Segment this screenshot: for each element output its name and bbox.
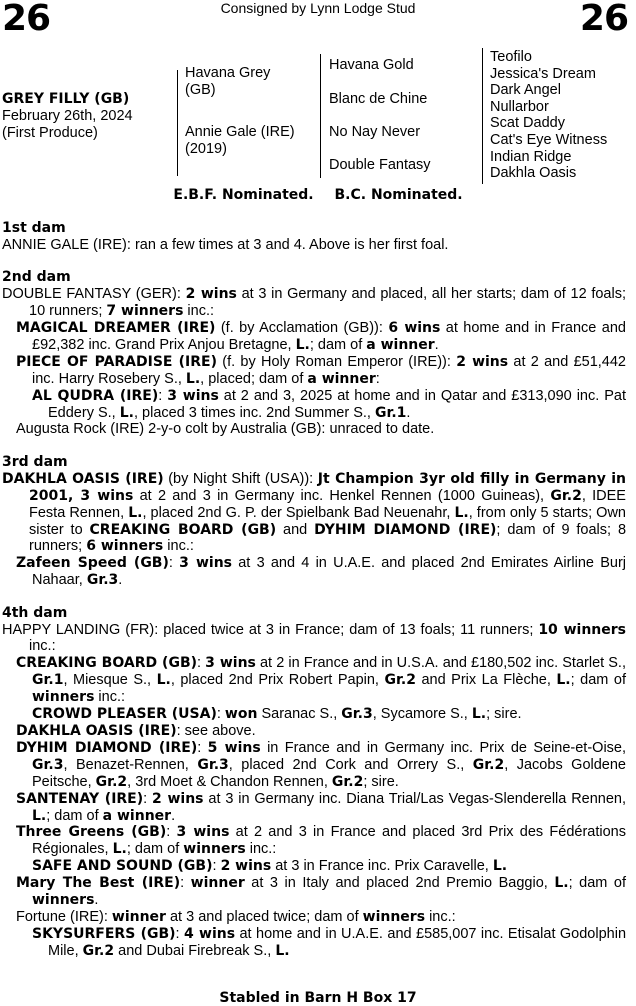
- produce-entry: CROWD PLEASER (USA): won Saranac S., Gr.3, Sycamore S., L.; sire.: [32, 706, 522, 723]
- produce-entry: DYHIM DIAMOND (IRE): 5 wins in France and in Germany inc. Prix de Seine-et-Oise, Gr.3, Benazet-Rennen, Gr.3, placed 2nd Cork and Orrery S., Gr.2, Jacobs Goldene Peitsche, Gr.2, 3rd Moet & Chandon Rennen, Gr.2; sire.: [16, 739, 627, 790]
- first-dam-heading: 1st dam: [2, 220, 66, 236]
- foaling-date: February 26th, 2024: [2, 108, 133, 124]
- first-dam-text: ANNIE GALE (IRE): ran a few times at 3 and 4. Above is her first foal.: [2, 236, 449, 253]
- second-dam-heading: 2nd dam: [2, 269, 71, 286]
- ancestor-1: Teofilo: [490, 49, 532, 65]
- produce-entry: Mary The Best (IRE): winner at 3 in Italy and placed 2nd Premio Baggio, L.; dam of winners.: [16, 875, 626, 909]
- produce-entry: DAKHLA OASIS (IRE): see above.: [16, 722, 256, 739]
- lot-number-right: 26: [579, 0, 628, 39]
- nominations: [0, 187, 636, 203]
- produce-entry: AL QUDRA (IRE): 3 wins at 2 and 3, 2025 at home and in Qatar and £313,090 inc. Pat Eddery S., L., placed 3 times inc. 2nd Summer S., Gr.1.: [32, 387, 626, 421]
- produce-entry: Fortune (IRE): winner at 3 and placed twice; dam of winners inc.:: [16, 908, 456, 925]
- fourth-dam-intro: HAPPY LANDING (FR): placed twice at 3 in France; dam of 13 foals; 11 runners; 10 winners inc.:: [2, 621, 626, 655]
- produce-entry: SAFE AND SOUND (GB): 2 wins at 3 in France inc. Prix Caravelle, L.: [32, 858, 508, 875]
- dam-year: (2019): [185, 141, 227, 157]
- consignor-line: Consigned by Lynn Lodge Stud: [220, 0, 416, 16]
- dam-dam: Double Fantasy: [329, 157, 431, 173]
- second-dam-intro: DOUBLE FANTASY (GER): 2 wins at 3 in Germany and placed, all her starts; dam of 12 foals; 10 runners; 7 winners inc.:: [2, 286, 626, 320]
- pedigree-bracket-3: [482, 48, 483, 184]
- produce-entry: CREAKING BOARD (GB): 3 wins at 2 in France and in U.S.A. and £180,502 inc. Starlet S., Gr.1, Miesque S., L., placed 2nd Prix Robert Papin, Gr.2 and Prix La Flèche, L.; dam of winners inc.:: [16, 655, 626, 706]
- produce-entry: Zafeen Speed (GB): 3 wins at 3 and 4 in U.A.E. and placed 2nd Emirates Airline Burj Nahaar, Gr.3.: [16, 555, 626, 589]
- ancestor-2: Jessica's Dream: [490, 66, 596, 82]
- sire-dam: Blanc de Chine: [329, 91, 428, 107]
- sire-sire: Havana Gold: [329, 57, 414, 73]
- ancestor-8: Dakhla Oasis: [490, 165, 577, 181]
- produce-entry: SANTENAY (IRE): 2 wins at 3 in Germany inc. Diana Trial/Las Vegas-Slenderella Rennen, L.; dam of a winner.: [16, 790, 627, 824]
- pedigree-bracket-1: [177, 70, 178, 176]
- produce-entry: SKYSURFERS (GB): 4 wins at home and in U.A.E. and £585,007 inc. Etisalat Godolphin Mile, Gr.2 and Dubai Firebreak S., L.: [32, 925, 627, 959]
- third-dam-intro: DAKHLA OASIS (IRE) (by Night Shift (USA)): Jt Champion 3yr old filly in Germany in 2001, 3 wins at 2 and 3 in Germany inc. Henkel Rennen (1000 Guineas), Gr.2, IDEE Festa Rennen, L., placed 2nd G. P. der Spielbank Bad Neuenahr, L., from only 5 starts; Own sister to CREAKING BOARD (GB) and DYHIM DIAMOND (IRE); dam of 9 foals; 8 runners; 6 winners inc.:: [2, 470, 627, 555]
- catalogue-body: [2, 220, 626, 960]
- ancestor-4: Nullarbor: [490, 99, 549, 115]
- sire-name: Havana Grey: [185, 65, 271, 81]
- ancestor-7: Indian Ridge: [490, 149, 572, 165]
- ancestor-5: Scat Daddy: [490, 115, 565, 131]
- produce-note: (First Produce): [2, 125, 98, 141]
- produce-entry: PIECE OF PARADISE (IRE) (f. by Holy Roman Emperor (IRE)): 2 wins at 2 and £51,442 inc. Harry Rosebery S., L., placed; dam of a winner:: [16, 353, 626, 387]
- ancestor-6: Cat's Eye Witness: [490, 132, 608, 148]
- produce-entry: Three Greens (GB): 3 wins at 2 and 3 in France and placed 3rd Prix des Fédérations Régionales, L.; dam of winners inc.:: [16, 824, 626, 858]
- pedigree-bracket-2: [320, 54, 321, 178]
- dam-sire: No Nay Never: [329, 124, 421, 140]
- ebf-nomination: E.B.F. Nominated.: [173, 187, 314, 203]
- lot-number-left: 26: [2, 0, 51, 39]
- sire-origin: (GB): [185, 82, 216, 98]
- bc-nomination: B.C. Nominated.: [334, 187, 463, 203]
- produce-entry: MAGICAL DREAMER (IRE) (f. by Acclamation (GB)): 6 wins at home and in France and £92,382 inc. Grand Prix Anjou Bretagne, L.; dam of a winner.: [16, 320, 626, 353]
- horse-title: GREY FILLY (GB): [2, 91, 130, 107]
- dam-name: Annie Gale (IRE): [185, 124, 295, 140]
- produce-entry: Augusta Rock (IRE) 2-y-o colt by Australia (GB): unraced to date.: [16, 421, 435, 438]
- third-dam-heading: 3rd dam: [2, 453, 68, 470]
- stabling-info: Stabled in Barn H Box 17: [219, 990, 417, 1006]
- ancestor-3: Dark Angel: [490, 82, 561, 98]
- fourth-dam-heading: 4th dam: [2, 604, 68, 621]
